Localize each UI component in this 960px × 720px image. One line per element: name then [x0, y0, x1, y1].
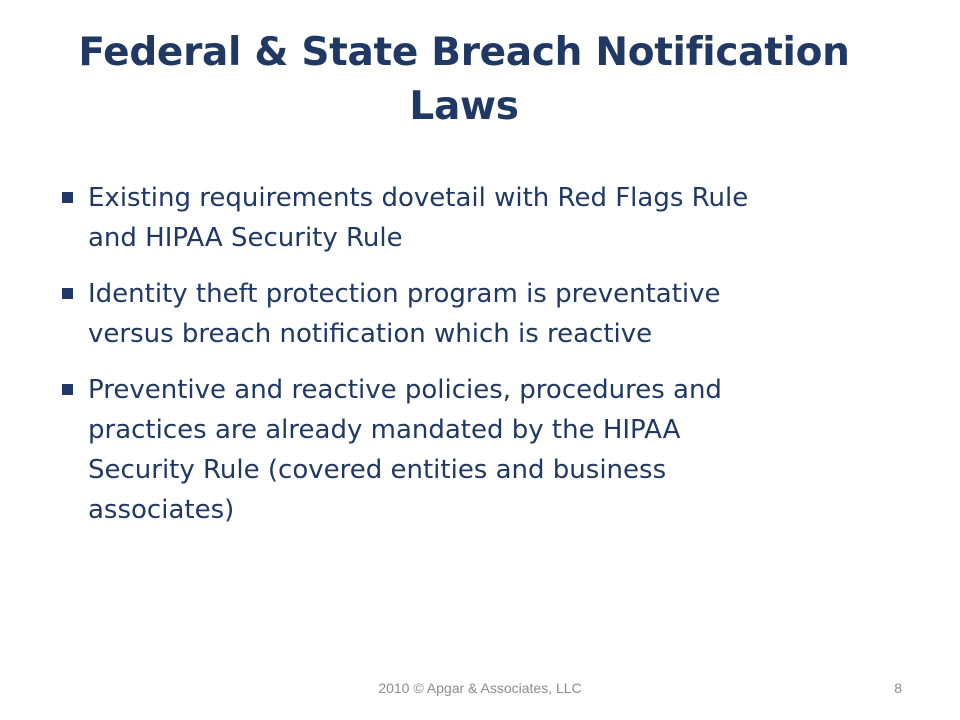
slide-footer: [0, 678, 960, 698]
footer-copyright: 2010 © Apgar & Associates, LLC: [378, 680, 582, 696]
bullet-1-line-2: and HIPAA Security Rule: [88, 223, 403, 253]
bullet-list: [60, 178, 860, 546]
bullet-3-line-4: associates): [88, 495, 235, 525]
title-line-2: Laws: [409, 84, 519, 129]
bullet-3-line-1: Preventive and reactive policies, procedures and: [88, 375, 722, 405]
square-bullet-icon: [62, 384, 73, 395]
bullet-3-line-2: practices are already mandated by the HIPAA: [88, 415, 681, 445]
page-number: 8: [894, 680, 902, 696]
square-bullet-icon: [62, 192, 73, 203]
bullet-2-line-2: versus breach notification which is reactive: [88, 319, 653, 349]
bullet-3-line-3: Security Rule (covered entities and business: [88, 455, 667, 485]
bullet-2-line-1: Identity theft protection program is preventative: [88, 279, 721, 309]
title-line-1: Federal & State Breach Notification: [78, 30, 850, 75]
bullet-item-3: [60, 370, 860, 530]
slide-title: [24, 26, 904, 134]
square-bullet-icon: [62, 288, 73, 299]
bullet-item-1: [60, 178, 860, 258]
bullet-item-2: [60, 274, 860, 354]
bullet-1-line-1: Existing requirements dovetail with Red Flags Rule: [88, 183, 749, 213]
